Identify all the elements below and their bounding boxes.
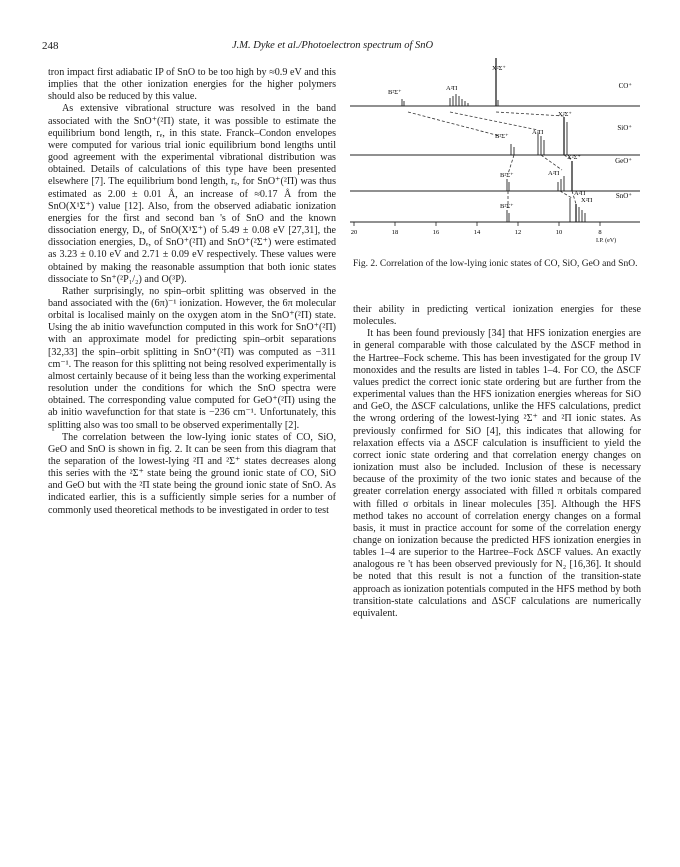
sno-spectrum [507, 198, 585, 222]
state-label: X²Σ⁺ [558, 111, 572, 118]
sio-spectrum [511, 117, 567, 155]
state-label: B²Σ⁺ [500, 203, 514, 210]
state-label: X²Σ⁺ [492, 65, 506, 72]
row-label-geo: GeO⁺ [615, 157, 632, 165]
geo-spectrum [507, 161, 572, 191]
axis-tick-label: 18 [391, 229, 399, 236]
correlation-lines [408, 112, 576, 208]
state-label: B²Σ⁺ [388, 89, 402, 96]
right-column [353, 304, 641, 620]
state-label: A²Π [548, 170, 560, 177]
paragraph: Rather surprisingly, no spin–orbit splitting was observed in the band associated with the (6π)⁻¹ ionization. However, the 6π molecular orbital is localised mainly on the oxygen atom in the SnO⁺(²Π) state. Using the ab initio wavefunction computed in this work for SnO⁺(²Π) with an approximate model for predicting spin–orbit separations [32,33] the spin–orbit splitting in SnO⁺(²Π) was computed as −311 cm⁻¹. The reason for this splitting not being resolved experimentally is almost certainly because of it being less than the working experimental resolution under the conditions for which the SnO spectra were obtained. The corresponding value computed for GeO⁺(²Π) using the ab initio wavefunction for that state is −236 cm⁻¹. Unfortunately, this splitting also was too small to be observed experimentally [2]. [48, 285, 336, 431]
state-label: X²Σ⁺ [567, 154, 581, 161]
page-header [0, 40, 680, 56]
state-label: B²Σ⁺ [500, 172, 514, 179]
state-label: X²Π [581, 197, 593, 204]
axis-label: I.P. (eV) [596, 238, 617, 244]
page-number: 248 [42, 40, 59, 52]
left-column [48, 67, 336, 517]
axis-tick-label: 14 [473, 229, 481, 236]
axis-tick-label: 20 [350, 229, 358, 236]
figure-caption: Fig. 2. Correlation of the low-lying ionic states of CO, SiO, GeO and SnO. [353, 259, 638, 269]
state-label: A²Π [446, 85, 458, 92]
running-head: J.M. Dyke et al./Photoelectron spectrum of SnO [232, 40, 434, 51]
row-label-co: CO⁺ [618, 82, 632, 90]
paragraph: It has been found previously [34] that HFS ionization energies are in general comparable with those calculated by the ΔSCF method in the Hartree–Fock scheme. This has been investigated for the group IV monoxides and the results are listed in tables 1–4. For CO, the ΔSCF values predict the correct ionic state ordering but are further from the experimental values than the HFS ionization energies whereas for SiO and GeO, the ΔSCF calculations, unlike the HFS calculations, predict the wrong ordering of the lowest-lying ²Σ⁺ and ²Π ionic states. As previously confirmed for SiO [4], this indicates that allowing for relaxation effects via a ΔSCF calculation is insufficient to yield the correct ionic state ordering and that correlation energy changes on ionization must also be included. Inclusion of these is necessary because of the proximity of the two ionic states and because of the greater correlation energy associated with filled π orbitals compared with filled σ orbitals in linear molecules [35]. Although the HFS method takes no account of correlation energy changes on a formal basis, it must in practice account for some of the correlation energy change on ionization because the predicted HFS ionization energies in tables 1–4 are superior to the Hartree–Fock ΔSCF values. An exactly analogous re 't has been observed previously for N₂ [16,36]. It should be noted that this result is not a function of the transition-state approach as ionization potentials computed in the HFS method by both transition-state calculations and ΔSCF calculations are numerically equivalent. [353, 328, 641, 619]
state-label: A²Π [574, 190, 586, 197]
axis-tick-label: 10 [555, 229, 563, 236]
correlation-diagram [350, 58, 650, 258]
state-label: A²Π [532, 129, 544, 136]
paragraph: tron impact first adiabatic IP of SnO to be too high by ≈0.9 eV and this implies that the other ionization energies for the higher polymers should also be reduced by this value. [48, 67, 336, 103]
row-label-sno: SnO⁺ [615, 192, 632, 200]
axis-tick-label: 16 [432, 229, 440, 236]
axis-tick-label: 8 [598, 229, 602, 236]
co-spectrum [402, 58, 498, 106]
paragraph: their ability in predicting vertical ionization energies for these molecules. [353, 304, 641, 328]
paragraph: The correlation between the low-lying ionic states of CO, SiO, GeO and SnO is shown in fig. 2. It can be seen from this diagram that the separation of the lowest-lying ²Π and ²Σ⁺ states decreases along this series with the ²Σ⁺ state being the ground ionic state of CO, SiO and GeO but with the ²Π state being the ground ionic state of SnO. As indicated earlier, this is a sufficiently simple series for a number of commonly used theoretical methods to be investigated in order to test [48, 431, 336, 516]
row-label-sio: SiO⁺ [617, 124, 632, 132]
axis-tick-label: 12 [514, 229, 522, 236]
figure-correlation-diagram [350, 58, 650, 266]
state-label: B²Σ⁺ [495, 133, 509, 140]
paragraph: As extensive vibrational structure was resolved in the band associated with the SnO⁺(²Π) state, it was possible to estimate the equilibrium bond length, rₑ, in this state. Franck–Condon envelopes were computed for various trial ionic equilibrium bond lengths until good agreement with the experimental vibrational distribution was obtained. Details of calculations of this type have been presented elsewhere [7]. The equilibrium bond length, rₑ, for SnO⁺(²Π) was thus estimated as 2.00 ± 0.01 Å, an increase of ≈0.17 Å from the SnO(X¹Σ⁺) value [12]. Also, from the observed adiabatic ionization energies for the first and second ban 's of SnO and the known dissociation energy, Dₑ, of SnO(X¹Σ⁺) of 5.49 ± 0.08 eV [27,31], the dissociation energies, Dₑ, of SnO⁺(²Π) and SnO⁺(²Σ⁺) were estimated as 3.23 ± 0.10 eV and 2.71 ± 0.09 eV respectively. These values were obtained by making the reasonable assumption that both ionic states dissociate to Sn⁺(²P₁/₂) and O(³P). [48, 103, 336, 285]
